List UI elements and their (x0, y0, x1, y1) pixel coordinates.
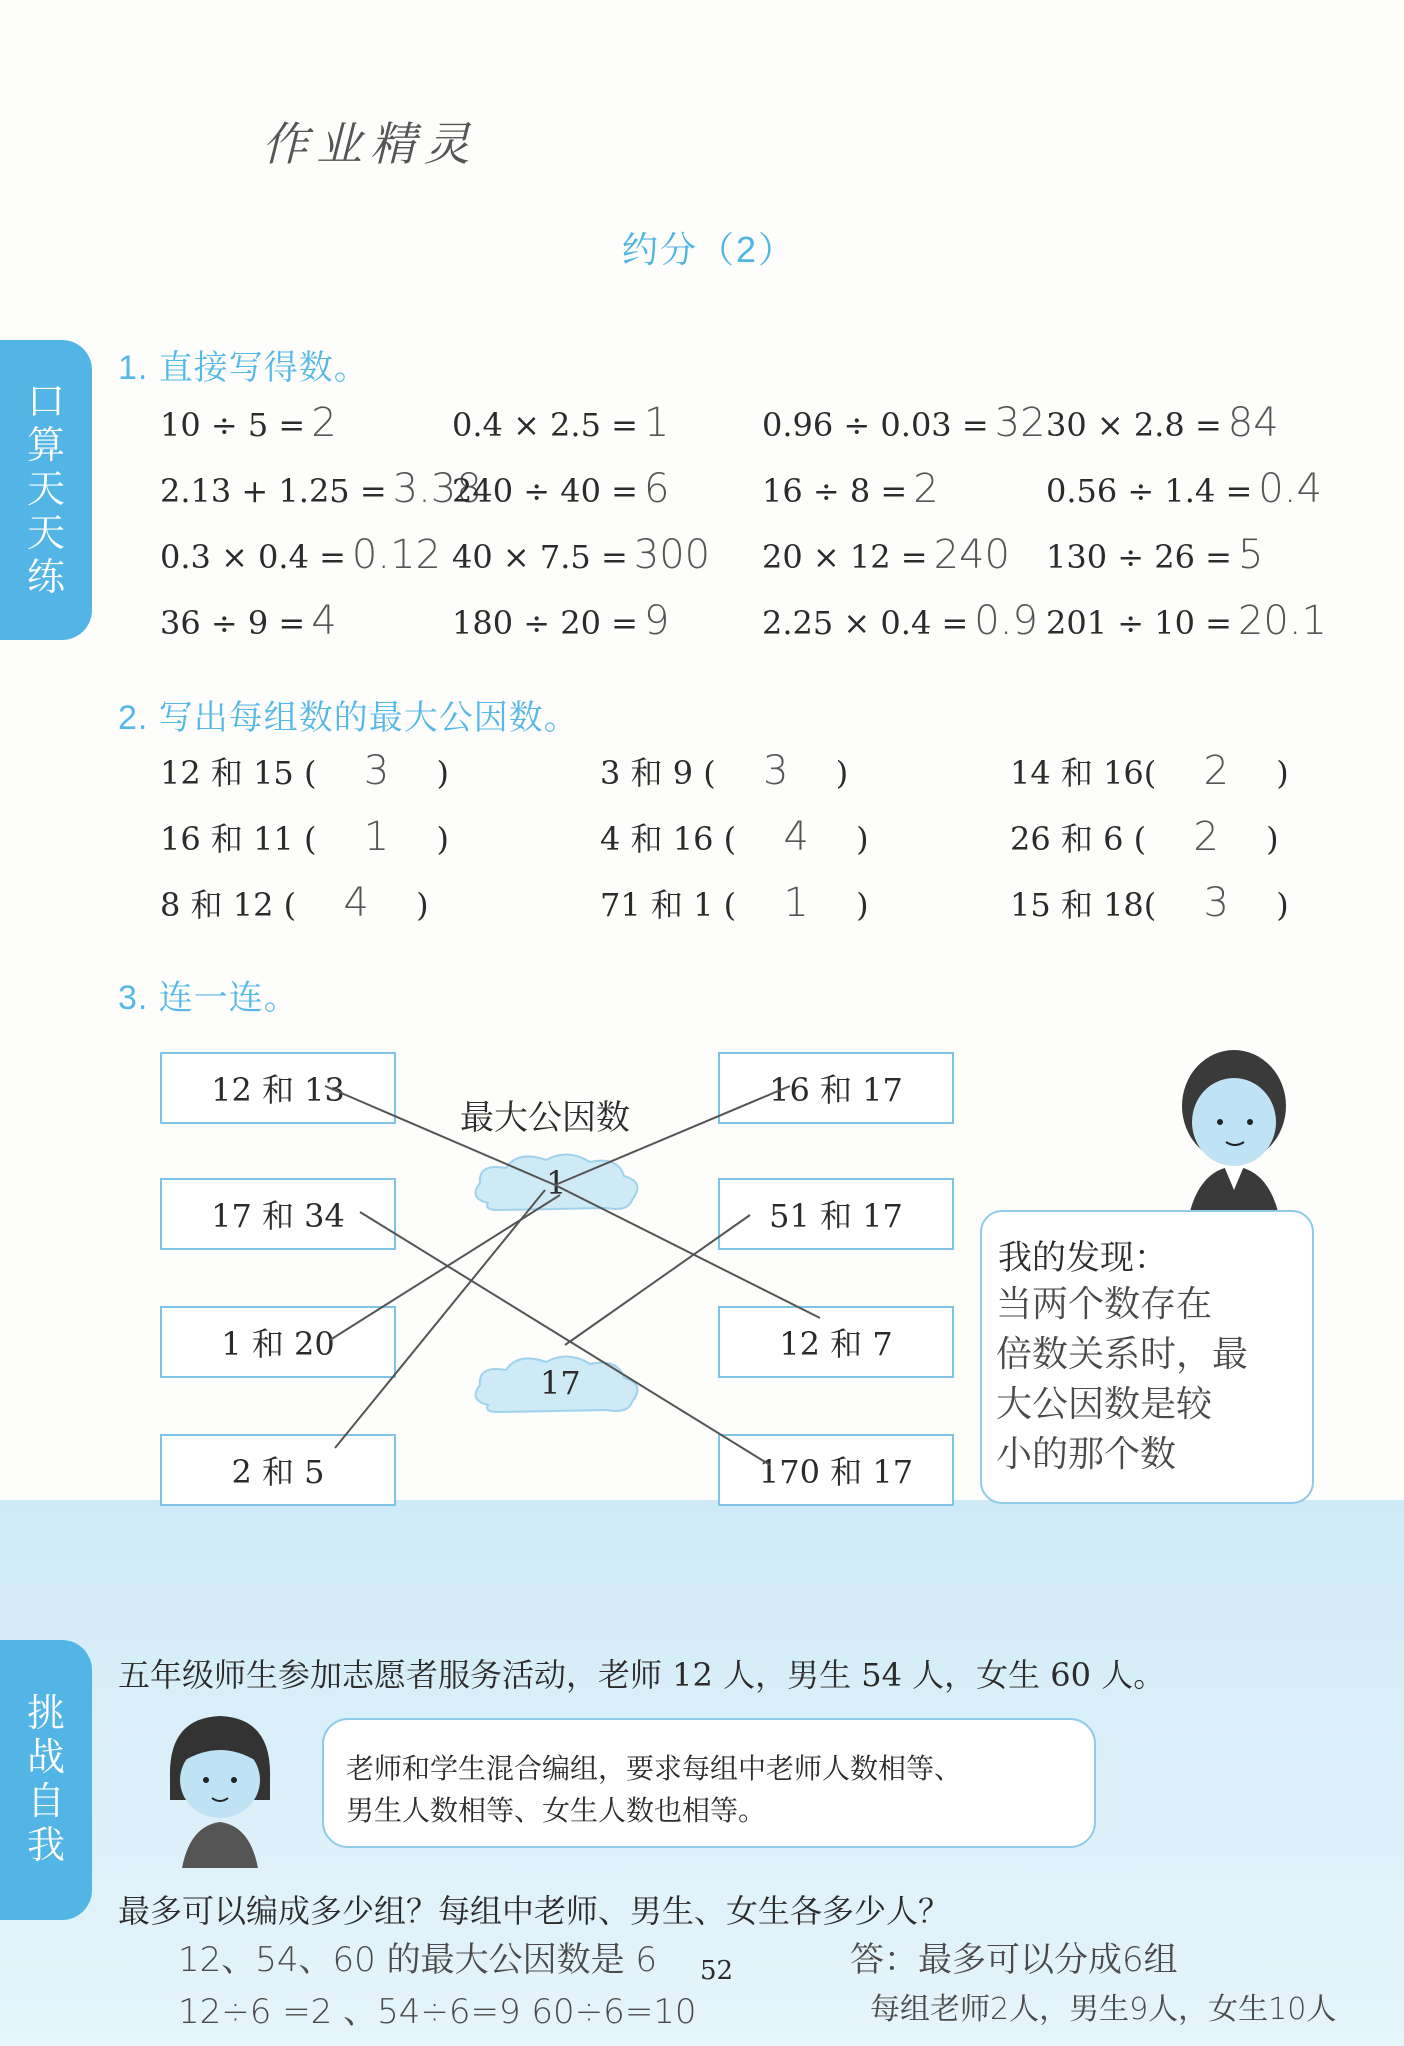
left-box: 1 和 20 (160, 1306, 396, 1378)
calc-question: 16 ÷ 8 = (762, 472, 908, 510)
gcf-answer: 1 (783, 880, 809, 926)
calc-answer: 0.4 (1258, 466, 1322, 512)
calc-answer: 2 (913, 466, 939, 512)
side-tab-char: 口 (26, 381, 65, 423)
calc-answer: 9 (643, 598, 670, 644)
gcf-question: 12 和 15 ( (160, 754, 317, 792)
line-12-7 (555, 1185, 820, 1318)
line-51-17 (565, 1215, 750, 1345)
calc-answer: 6 (643, 466, 670, 512)
section2-heading: 2. 写出每组数的最大公因数。 (118, 699, 579, 737)
calc-question: 2.25 × 0.4 = (762, 604, 969, 642)
center-label: 最大公因数 (460, 1098, 630, 1138)
calc-question: 0.56 ÷ 1.4 = (1046, 472, 1253, 510)
left-box: 2 和 5 (160, 1434, 396, 1506)
gcf-answer: 3 (1203, 880, 1229, 926)
calc-question: 130 ÷ 26 = (1046, 538, 1232, 576)
line-1-20 (330, 1195, 560, 1340)
right-box: 16 和 17 (718, 1052, 954, 1124)
calc-question: 0.96 ÷ 0.03 = (762, 406, 989, 444)
calc-answer: 5 (1237, 532, 1264, 578)
right-box: 51 和 17 (718, 1178, 954, 1250)
answer-line-2: 每组老师2人，男生9人，女生10人 (870, 1992, 1337, 2027)
calc-question: 36 ÷ 9 = (160, 604, 306, 642)
calc-answer: 300 (633, 532, 711, 578)
section1-heading: 1. 直接写得数。 (118, 349, 369, 387)
speech-line: 男生人数相等、女生人数也相等。 (346, 1794, 767, 1827)
gcf-question: 3 和 9 ( (600, 754, 716, 792)
side-tab-char: 算 (26, 425, 65, 467)
calc-question: 2.13 + 1.25 = (160, 472, 387, 510)
side-tab-char: 自 (26, 1781, 65, 1823)
right-box: 12 和 7 (718, 1306, 954, 1378)
left-box: 17 和 34 (160, 1178, 396, 1250)
gcf-question: 16 和 11 ( (160, 820, 317, 858)
gcf-question: 8 和 12 ( (160, 886, 297, 924)
gcf-question: 15 和 18( (1010, 886, 1157, 924)
left-box: 12 和 13 (160, 1052, 396, 1124)
speech-text (346, 1748, 962, 1832)
challenge-question: 最多可以编成多少组？每组中老师、男生、女生各多少人？ (118, 1892, 951, 1930)
cloud-value: 1 (546, 1164, 567, 1202)
calc-question: 10 ÷ 5 = (160, 406, 306, 444)
boy-avatar (1158, 1040, 1308, 1220)
cloud-value: 17 (540, 1364, 581, 1402)
calc-question: 201 ÷ 10 = (1046, 604, 1232, 642)
calc-question: 20 × 12 = (762, 538, 928, 576)
challenge-statement: 五年级师生参加志愿者服务活动，老师 12 人，男生 54 人，女生 60 人。 (118, 1656, 1166, 1694)
gcf-question: 71 和 1 ( (600, 886, 737, 924)
line-17-34 (360, 1212, 770, 1465)
calc-answer: 84 (1227, 400, 1279, 446)
calc-answer: 3.38 (392, 466, 482, 512)
section3-heading: 3. 连一连。 (118, 979, 299, 1017)
discovery-line: 当两个数存在 (996, 1284, 1213, 1325)
side-tab-char: 天 (26, 513, 65, 555)
line-12-13 (325, 1086, 555, 1185)
side-tab-char: 练 (26, 557, 65, 599)
side-tab-char: 战 (26, 1737, 65, 1779)
discovery-line: 小的那个数 (996, 1434, 1177, 1475)
calc-answer: 4 (311, 598, 337, 644)
gcf-close-paren: ) (835, 754, 849, 792)
calc-question: 0.3 × 0.4 = (160, 538, 346, 576)
answer-line-1: 答：最多可以分成6组 (850, 1940, 1178, 1980)
handwritten-title: 作业精灵 (262, 117, 478, 171)
work-line-1: 12、54、60 的最大公因数是 6 (178, 1940, 658, 1980)
gcf-close-paren: ) (436, 754, 449, 792)
calc-answer: 0.9 (974, 598, 1038, 644)
gcf-close-paren: ) (856, 820, 869, 858)
gcf-close-paren: ) (1276, 886, 1289, 924)
gcf-answer: 3 (763, 748, 789, 794)
gcf-question: 4 和 16 ( (600, 820, 737, 858)
gcf-answer: 3 (363, 748, 390, 794)
gcf-answer: 1 (363, 814, 390, 860)
calc-question: 240 ÷ 40 = (452, 472, 638, 510)
calc-question: 0.4 × 2.5 = (452, 406, 638, 444)
gcf-answer: 4 (343, 880, 369, 926)
gcf-question: 14 和 16( (1010, 754, 1157, 792)
gcf-close-paren: ) (856, 886, 869, 924)
discovery-line: 倍数关系时，最 (996, 1334, 1249, 1375)
gcf-close-paren: ) (1266, 820, 1279, 858)
gcf-answer: 4 (783, 814, 809, 860)
calc-answer: 0.12 (351, 532, 441, 578)
calc-question: 30 × 2.8 = (1046, 406, 1222, 444)
line-16-17 (555, 1086, 790, 1185)
calc-answer: 1 (643, 400, 670, 446)
line-2-5 (335, 1190, 545, 1448)
gcf-answer: 2 (1193, 814, 1219, 860)
calc-answer: 32 (994, 400, 1046, 446)
discovery-line: 大公因数是较 (996, 1384, 1213, 1425)
calc-answer: 2 (311, 400, 337, 446)
right-box: 170 和 17 (718, 1434, 954, 1506)
speech-line: 老师和学生混合编组，要求每组中老师人数相等、 (346, 1752, 963, 1785)
gcf-close-paren: ) (416, 886, 429, 924)
calc-answer: 240 (933, 532, 1010, 578)
lesson-title: 约分（2） (622, 229, 797, 270)
discovery-text (996, 1280, 1248, 1480)
page-number: 52 (700, 1956, 734, 1986)
girl-avatar (160, 1708, 280, 1868)
gcf-answer: 2 (1203, 748, 1229, 794)
calc-answer: 20.1 (1237, 598, 1327, 644)
side-tab-char: 挑 (26, 1693, 65, 1735)
side-tab-char: 天 (26, 469, 65, 511)
gcf-close-paren: ) (436, 820, 449, 858)
gcf-close-paren: ) (1276, 754, 1289, 792)
side-tab-char: 我 (26, 1825, 65, 1867)
gcf-question: 26 和 6 ( (1010, 820, 1147, 858)
calc-question: 40 × 7.5 = (452, 538, 628, 576)
calc-question: 180 ÷ 20 = (452, 604, 638, 642)
work-line-2: 12÷6 =2 、54÷6=9 60÷6=10 (178, 1992, 697, 2032)
discovery-title: 我的发现： (998, 1238, 1168, 1278)
